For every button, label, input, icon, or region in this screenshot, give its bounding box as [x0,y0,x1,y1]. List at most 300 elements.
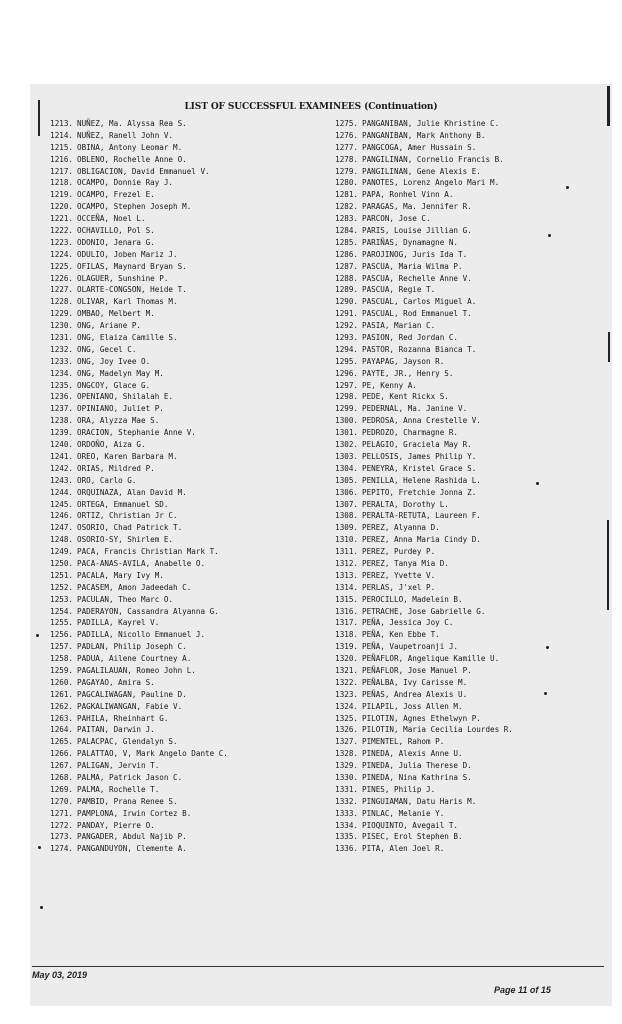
examinee-entry [40,808,325,820]
examinee-name: PEROCILLO, Madelein B. [362,594,463,604]
examinee-name: NUÑEZ, Ranell John V. [77,130,174,140]
entry-number: 1275. [335,119,358,128]
examinee-entry [331,130,601,142]
entry-number: 1323. [335,689,358,699]
entry-number: 1218. [50,178,73,188]
examinee-entry [331,249,601,261]
examinee-entry [331,225,601,237]
entry-number: 1235. [50,380,73,390]
examinee-entry [331,629,601,641]
examinee-name: PACASEM, Amon Jadeedah C. [77,582,192,592]
scan-mark [548,234,551,237]
examinee-entry [331,308,601,320]
examinee-entry [40,356,325,368]
examinee-name: PAYAPAG, Jayson R. [362,356,445,366]
entry-number: 1322. [335,677,358,687]
examinee-entry [331,510,601,522]
examinee-name: PASCUA, Regie T. [362,285,436,295]
entry-number: 1261. [50,689,73,699]
examinee-entry [331,748,601,760]
entry-number: 1336. [335,844,358,854]
entry-number: 1273. [50,832,73,842]
entry-number: 1282. [335,202,358,212]
examinee-name: ONG, Madelyn May M. [77,368,164,378]
examinee-name: PEÑAS, Andrea Alexis U. [362,689,468,699]
examinee-name: PENILLA, Helene Rashida L. [362,475,481,485]
examinee-name: PANGILINAN, Cornelio Francis B. [362,154,504,164]
entry-number: 1279. [335,166,358,176]
examinee-name: ORTEGA, Emmanuel SD. [77,499,169,509]
entry-number: 1299. [335,404,358,414]
examinee-name: PAMBID, Prana Renee S. [77,796,178,806]
examinee-entry [331,237,601,249]
entry-number: 1307. [335,499,358,509]
examinee-name: OCAMPO, Donnie Ray J. [77,178,174,188]
entry-number: 1217. [50,166,73,176]
examinee-name: PEREZ, Yvette V. [362,570,436,580]
entry-number: 1229. [50,309,73,319]
examinee-name: PASION, Red Jordan C. [362,333,459,343]
entry-number: 1227. [50,285,73,295]
examinee-name: PADUA, Ailene Courtney A. [77,654,192,664]
scan-mark [546,646,549,649]
examinee-entry [40,546,325,558]
entry-number: 1333. [335,808,358,818]
examinee-entry [40,713,325,725]
examinee-entry [331,284,601,296]
entry-number: 1242. [50,463,73,473]
examinee-entry [40,487,325,499]
examinee-entry [40,736,325,748]
examinee-entry [40,308,325,320]
entry-number: 1233. [50,356,73,366]
scan-mark [566,186,569,189]
examinee-entry [40,439,325,451]
entry-number: 1324. [335,701,358,711]
examinee-name: OSORIO, Chad Patrick T. [77,523,183,533]
entry-number: 1247. [50,523,73,533]
examinee-name: PINEDA, Julia Therese D. [362,761,472,771]
entry-number: 1270. [50,796,73,806]
examinee-entry [331,403,601,415]
examinee-entry [331,380,601,392]
examinee-entry [40,284,325,296]
entry-number: 1294. [335,344,358,354]
examinee-name: OFILAS, Maynard Bryan S. [77,261,187,271]
entry-number: 1232. [50,344,73,354]
entry-number: 1234. [50,368,73,378]
examinee-name: OBINA, Antony Leomar M. [77,142,183,152]
entry-number: 1223. [50,237,73,247]
examinee-entry [40,796,325,808]
examinee-entry [40,118,325,130]
examinee-entry [331,451,601,463]
entry-number: 1213. [50,119,73,128]
examinee-name: PEÑA, Ken Ebbe T. [362,630,440,640]
entry-number: 1308. [335,511,358,521]
examinee-entry [331,118,601,130]
examinee-entry [331,736,601,748]
examinee-entry [40,606,325,618]
examinee-name: OLIVAR, Karl Thomas M. [77,297,178,307]
examinee-entry [331,831,601,843]
entry-number: 1230. [50,321,73,331]
examinee-name: OCCEÑA, Noel L. [77,214,146,224]
examinee-name: PANGADER, Abdul Najib P. [77,832,187,842]
examinee-entry [331,843,601,855]
entry-number: 1291. [335,309,358,319]
examinee-name: PARIS, Louise Jillian G. [362,226,472,236]
examinee-name: PANGANIBAN, Mark Anthony B. [362,130,486,140]
examinee-entry [40,368,325,380]
examinee-name: PINEDA, Nina Kathrina S. [362,772,472,782]
examinee-name: OBLENO, Rochelle Anne O. [77,154,187,164]
entry-number: 1253. [50,594,73,604]
entry-number: 1328. [335,749,358,759]
examinee-name: PACULAN, Theo Marc O. [77,594,174,604]
examinee-name: PAYTE, JR., Henry S. [362,368,454,378]
examinee-entry [331,570,601,582]
entry-number: 1334. [335,820,358,830]
examinee-entry [40,772,325,784]
entry-number: 1252. [50,582,73,592]
examinee-entry [40,522,325,534]
examinee-entry [331,665,601,677]
entry-number: 1284. [335,226,358,236]
examinee-entry [40,166,325,178]
entry-number: 1320. [335,654,358,664]
entry-number: 1329. [335,761,358,771]
entry-number: 1317. [335,618,358,628]
examinee-name: PAHILA, Rheinhart G. [77,713,169,723]
examinee-name: PILOTIN, Maria Cecilia Lourdes R. [362,725,513,735]
examinee-entry [40,629,325,641]
examinee-name: OBLIGACION, David Emmanuel V. [77,166,210,176]
entry-number: 1312. [335,558,358,568]
examinee-name: PERALTA-RETUTA, Laureen F. [362,511,481,521]
examinee-entry [40,415,325,427]
examinee-name: PEÑAFLOR, Angelique Kamille U. [362,654,500,664]
entry-number: 1240. [50,440,73,450]
examinee-name: PALACPAC, Glendalyn S. [77,737,178,747]
examinee-entry [331,677,601,689]
examinee-entry [331,724,601,736]
entry-number: 1303. [335,451,358,461]
scan-mark [607,86,610,126]
examinee-name: PEÑAFLOR, Jose Manuel P. [362,665,472,675]
entry-number: 1335. [335,832,358,842]
examinee-name: PEREZ, Anna Maria Cindy D. [362,535,481,545]
examinee-entry [40,641,325,653]
examinee-name: PALIGAN, Jervin T. [77,761,160,771]
entry-number: 1267. [50,761,73,771]
examinee-entry [40,748,325,760]
examinee-entry [331,689,601,701]
examinee-entry [40,475,325,487]
examinee-name: PASIA, Marian C. [362,321,436,331]
examinee-entry [331,166,601,178]
examinee-name: NUÑEZ, Ma. Alyssa Rea S. [77,119,187,128]
left-column [40,118,325,855]
examinee-entry [331,296,601,308]
examinee-name: PANGANIBAN, Julie Khristine C. [362,119,500,128]
examinee-name: PETRACHE, Jose Gabrielle G. [362,606,486,616]
examinee-name: PEDROZO, Charmagne R. [362,428,459,438]
page-number: Page 11 of 15 [494,985,551,995]
examinee-name: ONG, Gecel C. [77,344,137,354]
examinee-name: PINGUIAMAN, Datu Haris M. [362,796,477,806]
examinee-name: ONG, Joy Ivee O. [77,356,151,366]
entry-number: 1301. [335,428,358,438]
entry-number: 1255. [50,618,73,628]
entry-number: 1330. [335,772,358,782]
entry-number: 1286. [335,249,358,259]
examinee-entry [40,225,325,237]
scan-mark [607,520,609,610]
examinee-name: PANGANDUYON, Clemente A. [77,844,187,854]
entry-number: 1271. [50,808,73,818]
examinee-entry [331,427,601,439]
entry-number: 1327. [335,737,358,747]
examinee-entry [40,499,325,511]
entry-number: 1274. [50,844,73,854]
entry-number: 1246. [50,511,73,521]
entry-number: 1292. [335,321,358,331]
entry-number: 1295. [335,356,358,366]
entry-number: 1214. [50,130,73,140]
examinee-name: PASCUAL, Rod Emmanuel T. [362,309,472,319]
examinee-entry [40,380,325,392]
entry-number: 1325. [335,713,358,723]
entry-number: 1254. [50,606,73,616]
examinee-entry [40,451,325,463]
examinee-entry [331,391,601,403]
entry-number: 1228. [50,297,73,307]
entry-number: 1297. [335,380,358,390]
examinee-entry [40,463,325,475]
examinee-entry [331,653,601,665]
examinee-name: PE, Kenny A. [362,380,417,390]
examinee-name: PAGKALIWANGAN, Fabie V. [77,701,183,711]
examinee-entry [331,154,601,166]
entry-number: 1277. [335,142,358,152]
examinee-name: PELAGIO, Graciela May R. [362,440,472,450]
entry-number: 1331. [335,784,358,794]
examinee-name: PIMENTEL, Rahom P. [362,737,445,747]
footer-date: May 03, 2019 [32,970,88,980]
examinee-name: PANGILINAN, Gene Alexis E. [362,166,481,176]
examinee-name: PINES, Philip J. [362,784,436,794]
examinee-entry [40,344,325,356]
footer-rule [32,966,604,967]
entry-number: 1237. [50,404,73,414]
examinee-entry [331,534,601,546]
entry-number: 1243. [50,475,73,485]
examinee-entry [40,320,325,332]
examinee-entry [40,427,325,439]
examinee-entry [331,415,601,427]
entry-number: 1290. [335,297,358,307]
examinee-entry [331,142,601,154]
entry-number: 1224. [50,249,73,259]
examinee-name: PEDROSA, Anna Crestelle V. [362,416,481,426]
scan-mark [38,846,41,849]
examinee-name: ORIAS, Mildred P. [77,463,155,473]
examinee-name: PERLAS, J'xel P. [362,582,436,592]
examinee-name: PEPITO, Fretchie Jonna Z. [362,487,477,497]
entry-number: 1257. [50,642,73,652]
examinee-entry [331,332,601,344]
entry-number: 1269. [50,784,73,794]
examinee-name: PAMPLONA, Irwin Cortez B. [77,808,192,818]
examinee-entry [40,724,325,736]
entry-number: 1220. [50,202,73,212]
examinee-entry [331,261,601,273]
examinee-entry [40,701,325,713]
entry-number: 1249. [50,547,73,557]
examinee-name: PASCUA, Maria Wilma P. [362,261,463,271]
examinee-entry [40,820,325,832]
entry-number: 1265. [50,737,73,747]
examinee-entry [331,213,601,225]
examinee-name: PINEDA, Alexis Anne U. [362,749,463,759]
examinee-name: PASTOR, Rozanna Bianca T. [362,344,477,354]
examinee-entry [40,189,325,201]
scan-mark [40,906,43,909]
entry-number: 1225. [50,261,73,271]
examinee-entry [40,558,325,570]
examinee-name: PALMA, Rochelle T. [77,784,160,794]
examinee-name: PILAPIL, Joss Allen M. [362,701,463,711]
examinee-name: ODONIO, Jenara G. [77,237,155,247]
examinee-entry [40,570,325,582]
entry-number: 1309. [335,523,358,533]
examinee-name: OCAMPO, Frezel E. [77,190,155,200]
examinee-name: PAITAN, Darwin J. [77,725,155,735]
examinee-entry [40,154,325,166]
examinee-name: PADERAYON, Cassandra Alyanna G. [77,606,219,616]
examinee-entry [40,273,325,285]
examinee-entry [40,784,325,796]
examinee-entry [40,249,325,261]
examinee-entry [40,831,325,843]
entry-number: 1298. [335,392,358,402]
entry-number: 1262. [50,701,73,711]
entry-number: 1321. [335,665,358,675]
examinee-name: PITA, Alen Joel R. [362,844,445,854]
examinee-entry [331,808,601,820]
entry-number: 1222. [50,226,73,236]
examinee-name: PANDAY, Pierre O. [77,820,155,830]
examinee-name: PEDE, Kent Rickx S. [362,392,449,402]
entry-number: 1314. [335,582,358,592]
examinee-entry [40,391,325,403]
entry-number: 1332. [335,796,358,806]
examinee-name: PANOTES, Lorenz Angelo Mari M. [362,178,500,188]
examinee-entry [331,522,601,534]
examinee-entry [331,641,601,653]
examinee-name: ONG, Elaiza Camille S. [77,333,178,343]
entry-number: 1304. [335,463,358,473]
examinee-entry [40,130,325,142]
entry-number: 1289. [335,285,358,295]
entry-number: 1283. [335,214,358,224]
entry-number: 1310. [335,535,358,545]
examinee-name: PARAGAS, Ma. Jennifer R. [362,202,472,212]
scan-mark [608,332,610,362]
examinee-name: PELLOSIS, James Philip Y. [362,451,477,461]
examinee-name: PIOQUINTO, Avegail T. [362,820,459,830]
examinee-entry [40,201,325,213]
examinee-name: ORO, Carlo G. [77,475,137,485]
examinee-name: PAPA, Ronhel Vinn A. [362,190,454,200]
examinee-entry [331,820,601,832]
examinee-entry [40,237,325,249]
right-column [331,118,601,855]
entry-number: 1251. [50,570,73,580]
examinee-name: PISEC, Erol Stephen B. [362,832,463,842]
examinee-name: OSORIO-SY, Shirlem E. [77,535,174,545]
scan-mark [38,100,40,136]
entry-number: 1241. [50,451,73,461]
examinee-entry [40,843,325,855]
examinee-entry [40,177,325,189]
entry-number: 1248. [50,535,73,545]
entry-number: 1264. [50,725,73,735]
entry-number: 1278. [335,154,358,164]
examinee-entry [331,546,601,558]
examinee-name: PADLAN, Philip Joseph C. [77,642,187,652]
page-title: LIST OF SUCCESSFUL EXAMINEES (Continuation) [184,102,438,112]
examinee-name: PEÑA, Jessica Joy C. [362,618,454,628]
entry-number: 1244. [50,487,73,497]
entry-number: 1238. [50,416,73,426]
examinee-entry [40,261,325,273]
examinee-entry [331,356,601,368]
examinee-entry [331,475,601,487]
examinee-entry [331,558,601,570]
examinee-name: PENEYRA, Kristel Grace S. [362,463,477,473]
entry-number: 1236. [50,392,73,402]
entry-number: 1263. [50,713,73,723]
entry-number: 1300. [335,416,358,426]
examinee-name: PASCUAL, Carlos Miguel A. [362,297,477,307]
entry-number: 1313. [335,570,358,580]
examinee-name: ONGCOY, Glace G. [77,380,151,390]
entry-number: 1296. [335,368,358,378]
entry-number: 1288. [335,273,358,283]
examinee-name: PAROJINOG, Juris Ida T. [362,249,468,259]
scan-mark [544,692,547,695]
examinee-entry [331,796,601,808]
examinee-name: PAGALILAUAN, Romeo John L. [77,665,196,675]
examinee-name: PARIÑAS, Dynamagne N. [362,237,459,247]
examinee-name: ODULIO, Joben Mariz J. [77,249,178,259]
entry-number: 1258. [50,654,73,664]
examinee-name: PALATTAO, V, Mark Angelo Dante C. [77,749,228,759]
entry-number: 1215. [50,142,73,152]
entry-number: 1311. [335,547,358,557]
examinee-entry [40,617,325,629]
examinee-name: ORACION, Stephanie Anne V. [77,428,196,438]
examinee-entry [331,463,601,475]
entry-number: 1268. [50,772,73,782]
examinee-entry [40,296,325,308]
examinee-entry [331,594,601,606]
entry-number: 1266. [50,749,73,759]
examinee-name: PINLAC, Melanie Y. [362,808,445,818]
entry-number: 1260. [50,677,73,687]
